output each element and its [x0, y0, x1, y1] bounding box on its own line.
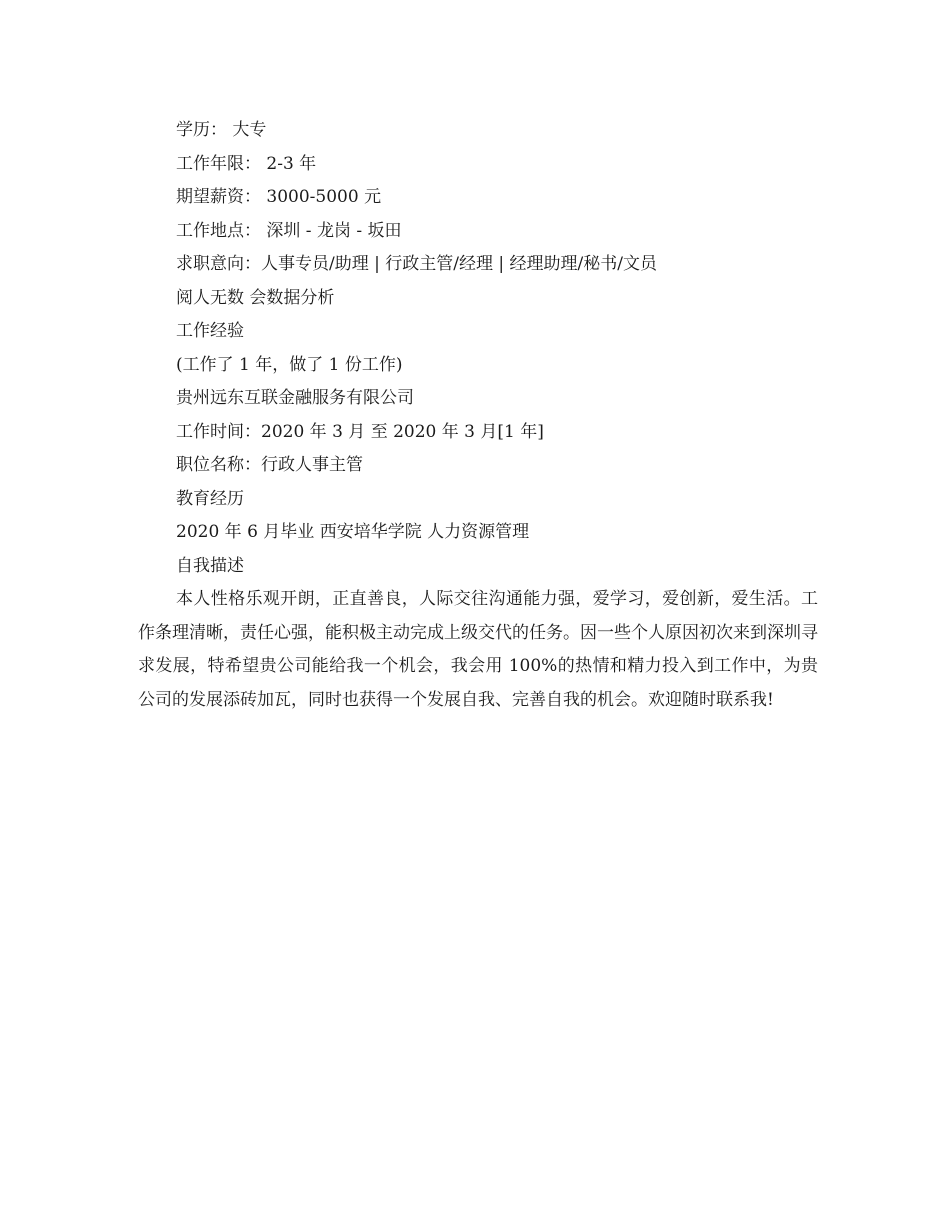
work-years: 工作年限： 2-3 年	[176, 153, 317, 174]
work-period: 工作时间：2020 年 3 月 至 2020 年 3 月[1 年]	[176, 421, 544, 442]
education-level: 学历： 大专	[176, 120, 267, 140]
highlights: 阅人无数 会数据分析	[176, 287, 335, 308]
self-description-heading: 自我描述	[176, 555, 244, 576]
expected-salary: 期望薪资： 3000-5000 元	[176, 187, 382, 207]
resume-body	[138, 114, 818, 717]
position-title: 职位名称：行政人事主管	[176, 455, 363, 475]
work-experience-heading: 工作经验	[176, 321, 244, 341]
work-summary: (工作了 1 年，做了 1 份工作)	[176, 354, 403, 375]
work-location: 工作地点： 深圳 - 龙岗 - 坂田	[176, 220, 402, 241]
education-detail: 2020 年 6 月毕业 西安培华学院 人力资源管理	[176, 522, 530, 542]
job-intention: 求职意向：人事专员/助理 | 行政主管/经理 | 经理助理/秘书/文员	[176, 254, 657, 274]
company-name: 贵州远东互联金融服务有限公司	[176, 388, 414, 408]
self-description: 本人性格乐观开朗，正直善良，人际交往沟通能力强，爱学习，爱创新，爱生活。工作条理清晰，责任心强，能积极主动完成上级交代的任务。因一些个人原因初次来到深圳寻求发展，特希望贵公司能给我一个机会，我会用 100%的热情和精力投入到工作中，为贵公司的发展添砖加瓦，同时也获得一个发展自我、完善自我的机会。欢迎随时联系我!	[138, 589, 818, 710]
education-heading: 教育经历	[176, 488, 244, 509]
